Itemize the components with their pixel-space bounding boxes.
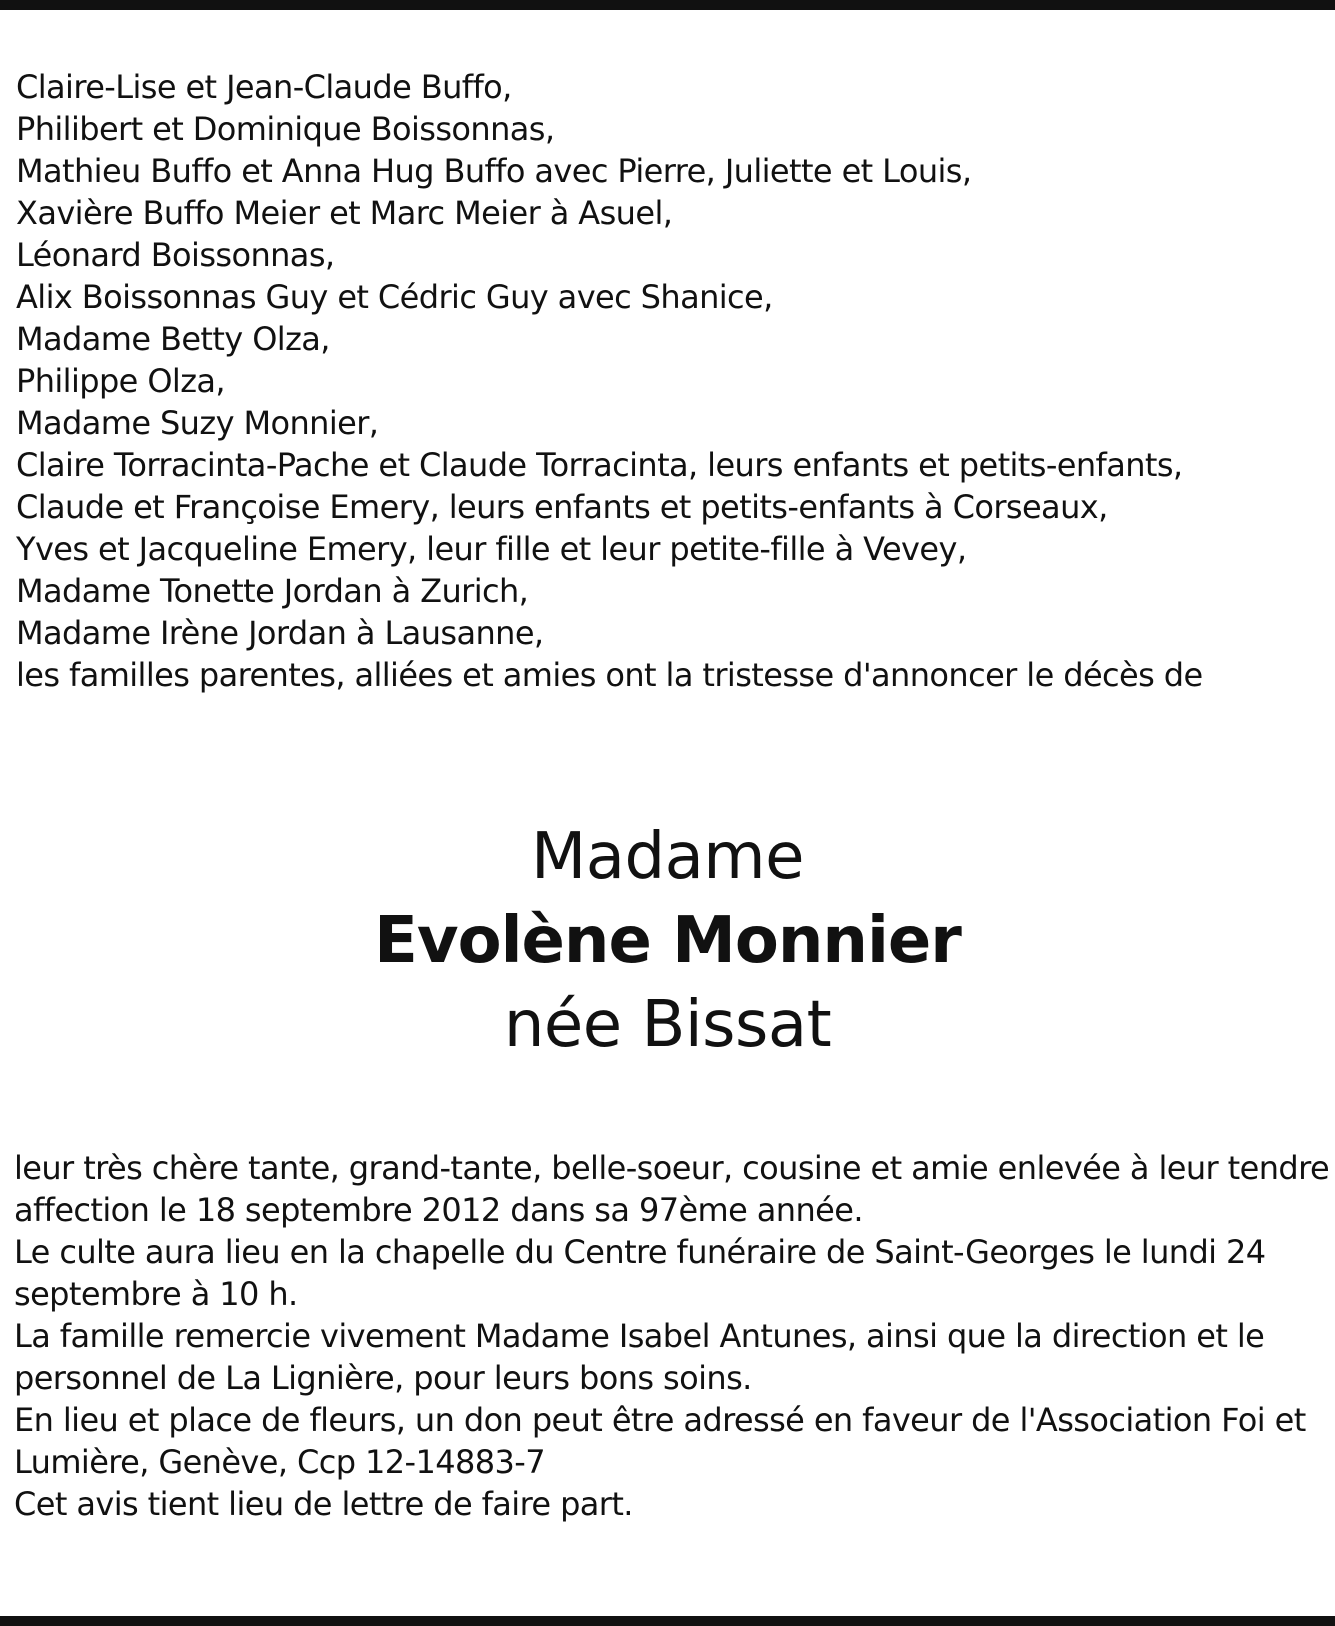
announcement-line: les familles parentes, alliées et amies ont la tristesse d'annoncer le décès de [16,656,1203,694]
closing-text [14,1147,1329,1525]
deceased-maiden-name: née Bissat [503,988,832,1062]
family-line: Xavière Buffo Meier et Marc Meier à Asuel, [16,194,673,232]
closing-line: En lieu et place de fleurs, un don peut être adressé en faveur de l'Association Foi et [14,1401,1306,1439]
family-line: Madame Tonette Jordan à Zurich, [16,572,529,610]
family-line: Madame Irène Jordan à Lausanne, [16,614,544,652]
family-line: Madame Betty Olza, [16,320,330,358]
family-line: Madame Suzy Monnier, [16,404,379,442]
closing-line: La famille remercie vivement Madame Isabel Antunes, ainsi que la direction et le [14,1317,1265,1355]
closing-line: septembre à 10 h. [14,1275,298,1313]
family-line: Alix Boissonnas Guy et Cédric Guy avec Shanice, [16,278,773,316]
closing-line: Cet avis tient lieu de lettre de faire part. [14,1485,633,1523]
closing-line: leur très chère tante, grand-tante, belle-soeur, cousine et amie enlevée à leur tendre [14,1149,1330,1187]
deceased-name: Evolène Monnier [374,904,961,978]
closing-line: Le culte aura lieu en la chapelle du Centre funéraire de Saint-Georges le lundi 24 [14,1233,1266,1271]
closing-line: Lumière, Genève, Ccp 12-14883-7 [14,1443,545,1481]
family-line: Claire-Lise et Jean-Claude Buffo, [16,68,512,106]
family-line: Philippe Olza, [16,362,225,400]
family-line: Yves et Jacqueline Emery, leur fille et leur petite-fille à Vevey, [16,530,967,568]
closing-line: affection le 18 septembre 2012 dans sa 97ème année. [14,1191,863,1229]
family-line: Philibert et Dominique Boissonnas, [16,110,555,148]
family-line: Claire Torracinta-Pache et Claude Torracinta, leurs enfants et petits-enfants, [16,446,1183,484]
top-border-rule [0,0,1335,10]
closing-line: personnel de La Lignière, pour leurs bons soins. [14,1359,752,1397]
family-line: Léonard Boissonnas, [16,236,335,274]
family-line: Mathieu Buffo et Anna Hug Buffo avec Pierre, Juliette et Louis, [16,152,972,190]
family-line: Claude et Françoise Emery, leurs enfants et petits-enfants à Corseaux, [16,488,1108,526]
family-list [16,66,1203,696]
bottom-border-rule [0,1616,1335,1626]
deceased-block [0,815,1335,1067]
deceased-honorific: Madame [531,820,804,894]
